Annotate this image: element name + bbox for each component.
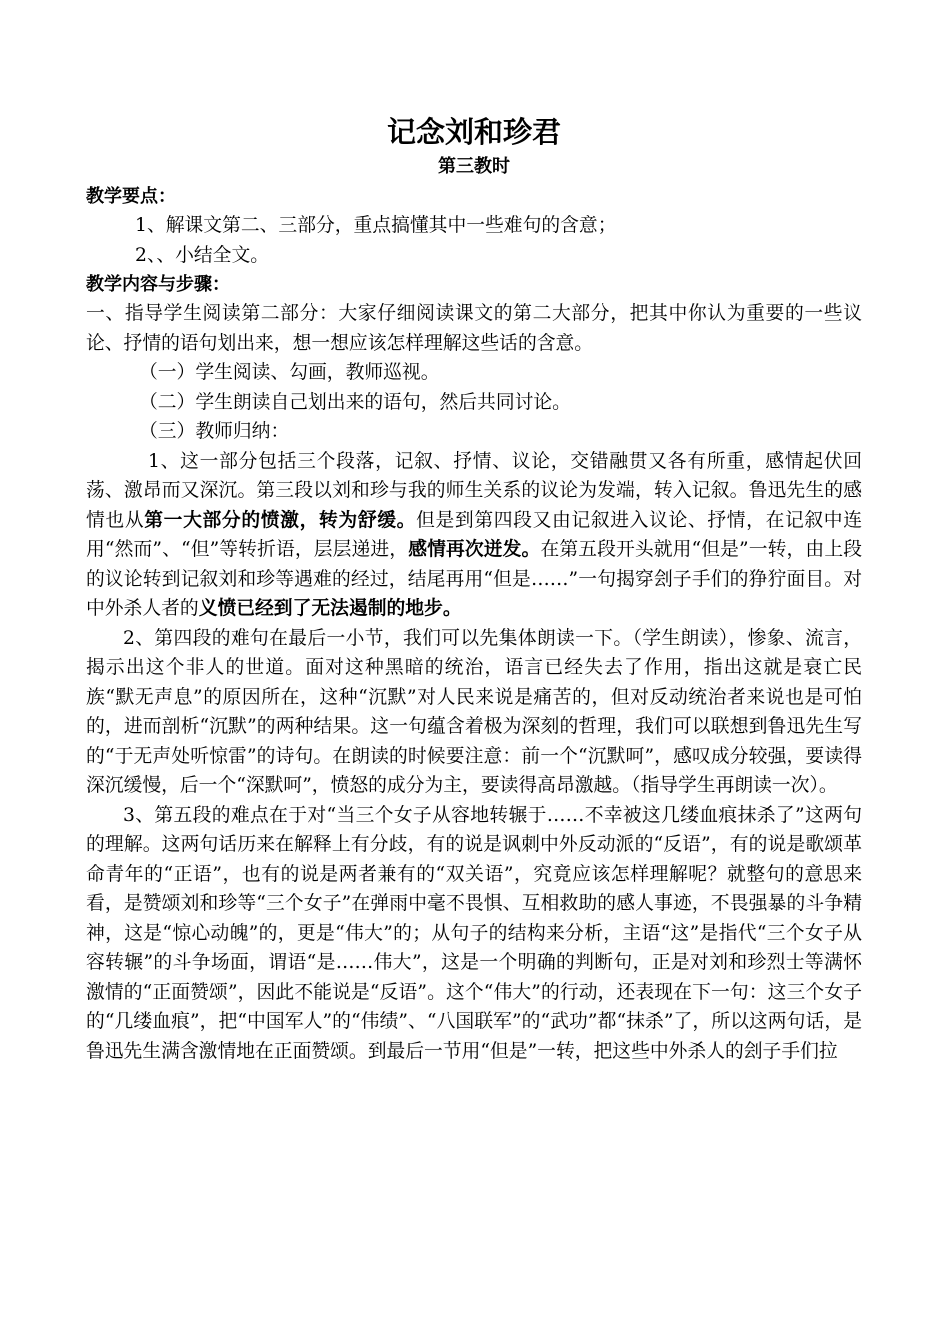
summary-point-1 (86, 447, 862, 624)
key-point-item: 1、解课文第二、三部分，重点搞懂其中一些难句的含意； (135, 215, 617, 236)
sub-step: （二）学生朗读自己划出来的语句，然后共同讨论。 (139, 391, 571, 413)
summary-point-3: 3、第五段的难点在于对“当三个女子从容地转辗于……不幸被这几缕血痕抹杀了”这两句的理解。这两句话历来在解释上有分歧，有的说是讽刺中外反动派的“反语”，有的说是歌颂革命青年的“正语”，也有的说是两者兼有的“双关语”，究竟应该怎样理解呢？就整句的意思来看，是赞颂刘和珍等“三个女子”在弹雨中毫不畏惧、互相救助的感人事迹，不畏强暴的斗争精神，这是“惊心动魄”的，更是“伟大”的；从句子的结构来分析，主语“这”是指代“三个女子从容转辗”的斗争场面，谓语“是……伟大”，这是一个明确的判断句，正是对刘和珍烈士等满怀激情的“正面赞颂”，因此不能说是“反语”。这个“伟大”的行动，还表现在下一句：这三个女子的“几缕血痕”，把“中国军人”的“伟绩”、“八国联军”的“武功”都“抹杀”了，所以这两句话，是鲁迅先生满含激情地在正面赞颂。到最后一节用“但是”一转，把这些中外杀人的刽子手们拉 (86, 804, 862, 1062)
key-point-item: 2、、小结全文。 (135, 244, 270, 266)
document-title: 记念刘和珍君 (386, 115, 561, 149)
point-1-emphasis-a: 第一大部分的愤激，转为舒缓。 (144, 509, 417, 531)
step-one-paragraph: 一、指导学生阅读第二部分：大家仔细阅读课文的第二大部分，把其中你认为重要的一些议论、抒情的语句划出来，想一想应该怎样理解这些话的含意。 (86, 303, 862, 354)
summary-point-2: 2、第四段的难句在最后一小节，我们可以先集体朗读一下。（学生朗读），惨象、流言，揭示出这个非人的世道。面对这种黑暗的统治，语言已经失去了作用，指出这就是衰亡民族“默无声息”的原因所在，这种“沉默”对人民来说是痛苦的，但对反动统治者来说也是可怕的，进而剖析“沉默”的两种结果。这一句蕴含着极为深刻的哲理，我们可以联想到鲁迅先生写的“于无声处听惊雷”的诗句。在朗读的时候要注意：前一个“沉默呵”，感叹成分较强，要读得深沉缓慢，后一个“深默呵”，愤怒的成分为主，要读得高昂激越。（指导学生再朗读一次）。 (86, 627, 862, 796)
point-1-text-c: 在第五段开头就用“但是”一转，由上段的议论转到记叙刘和珍等遇难的经过，结尾再用“但是……”一句揭穿刽子手们的狰狞面目。对中外杀人者的 (86, 539, 862, 619)
sub-step: （三）教师归纳： (139, 421, 290, 442)
content-heading: 教学内容与步骤： (86, 274, 230, 295)
point-1-emphasis-c: 义愤已经到了无法遏制的地步。 (198, 598, 462, 619)
sub-step: （一）学生阅读、勾画，教师巡视。 (139, 362, 440, 383)
point-1-text-a: 1、这一部分包括三个段落，记叙、抒情、议论，交错融贯又各有所重，感情起伏回荡、激昂而又深沉。第三段以刘和珍与我的师生关系的议论为发端，转入记叙。鲁迅先生的感情也从 (86, 450, 862, 531)
point-1-emphasis-b: 感情再次迸发。 (408, 539, 541, 560)
lesson-subtitle: 第三教时 (438, 156, 510, 177)
document-page (86, 112, 862, 1066)
point-1-text-b: 但是到第四段又由记叙进入议论、抒情，在记叙中连用“然而”、“但”等转折语，层层递进， (86, 509, 863, 560)
key-points-heading: 教学要点： (86, 186, 176, 207)
